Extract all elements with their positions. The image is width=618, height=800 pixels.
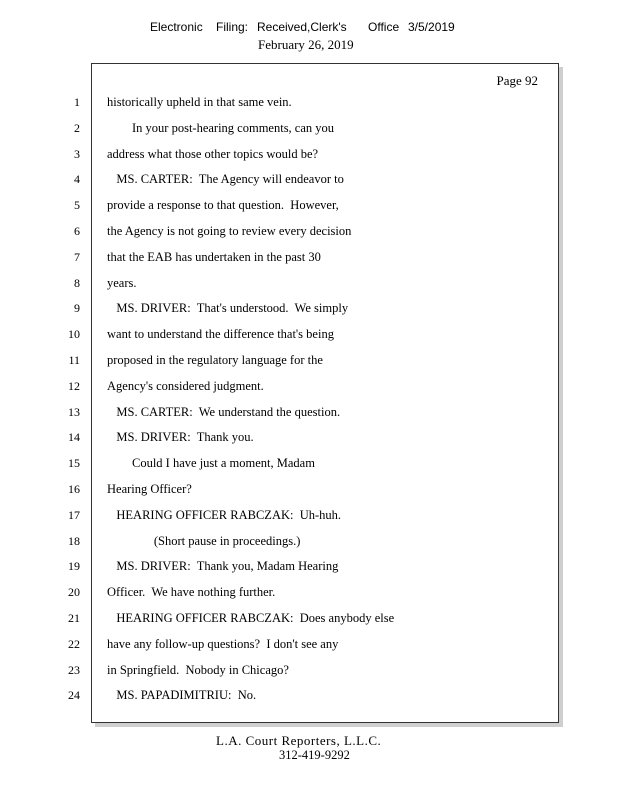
line-number: 22 [68,637,80,651]
line-number: 6 [74,224,80,238]
transcript-line: MS. DRIVER: Thank you, Madam Hearing [107,559,339,573]
transcript-line: historically upheld in that same vein. [107,95,292,109]
stamp-received: Received,Clerk's [257,20,347,34]
page-number: Page 92 [496,73,538,88]
line-number: 5 [74,198,80,212]
transcript-line: have any follow-up questions? I don't see any [107,637,339,651]
transcript-line: Hearing Officer? [107,482,192,496]
transcript-line: Agency's considered judgment. [107,379,264,393]
line-number: 4 [74,172,80,186]
stamp-electronic: Electronic [150,20,203,34]
line-number: 10 [68,327,80,341]
line-number: 18 [68,534,80,548]
stamp-date: 3/5/2019 [408,20,455,34]
line-number: 3 [74,147,80,161]
line-number: 15 [68,456,80,470]
hearing-date: February 26, 2019 [258,37,354,52]
line-number: 21 [68,611,80,625]
line-number: 17 [68,508,80,522]
transcript-line: MS. DRIVER: Thank you. [107,430,254,444]
reporter-company: L.A. Court Reporters, L.L.C. [216,733,382,748]
stamp-office: Office [368,20,400,34]
transcript-line: HEARING OFFICER RABCZAK: Uh-huh. [107,508,342,522]
line-number: 23 [68,663,80,677]
transcript-line: the Agency is not going to review every decision [107,224,352,238]
transcript-line: (Short pause in proceedings.) [107,534,301,548]
transcript-line: proposed in the regulatory language for the [107,353,323,367]
line-number: 14 [68,430,80,444]
line-number: 16 [68,482,80,496]
line-number: 11 [68,353,80,367]
transcript-line: that the EAB has undertaken in the past 30 [107,250,321,264]
line-number: 8 [74,276,80,290]
line-number: 19 [68,559,80,573]
stamp-filing: Filing: [216,20,249,34]
line-number: 20 [68,585,80,599]
reporter-phone: 312-419-9292 [279,748,350,762]
line-number: 7 [74,250,80,264]
line-number: 1 [74,95,80,109]
line-number: 9 [74,301,80,315]
transcript-line: Could I have just a moment, Madam [107,456,315,470]
transcript-line: address what those other topics would be? [107,147,319,161]
transcript-line: provide a response to that question. However, [107,198,339,212]
line-number: 2 [74,121,80,135]
transcript-line: in Springfield. Nobody in Chicago? [107,663,289,677]
transcript-line: HEARING OFFICER RABCZAK: Does anybody else [107,611,395,625]
transcript-line: want to understand the difference that's being [107,327,334,341]
transcript-line: MS. DRIVER: That's understood. We simply [107,301,349,315]
transcript-line: MS. CARTER: The Agency will endeavor to [107,172,344,186]
transcript-line: MS. PAPADIMITRIU: No. [107,688,257,702]
transcript-line: In your post-hearing comments, can you [107,121,335,135]
transcript-line: years. [107,276,137,290]
line-number: 12 [68,379,80,393]
line-number: 13 [68,405,80,419]
transcript-line: Officer. We have nothing further. [107,585,276,599]
transcript-line: MS. CARTER: We understand the question. [107,405,341,419]
line-number: 24 [68,688,80,702]
